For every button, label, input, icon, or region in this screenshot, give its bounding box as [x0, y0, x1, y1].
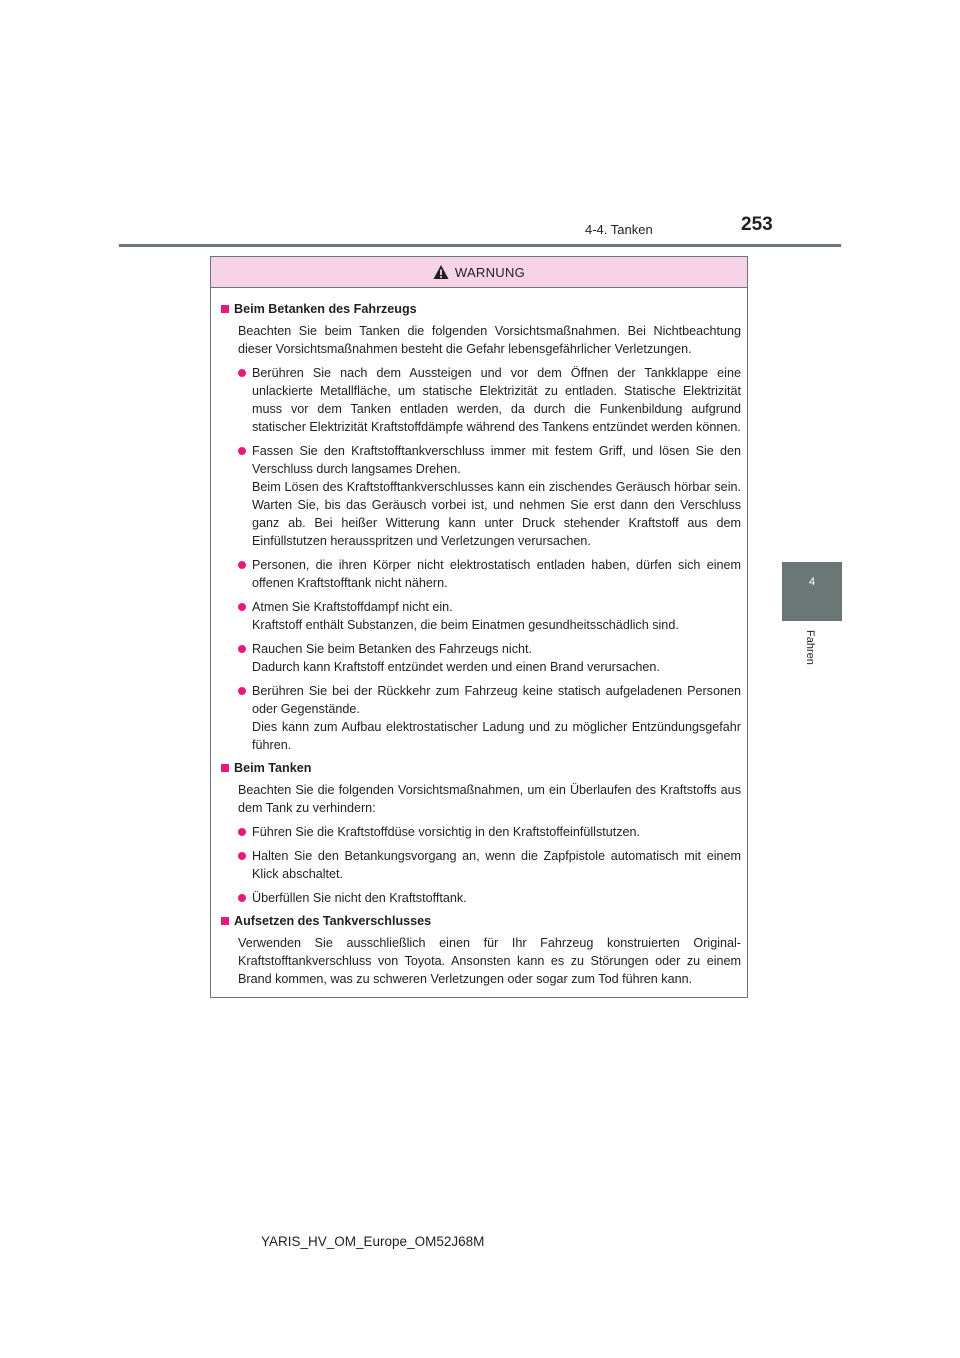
round-bullet-icon: [238, 369, 246, 377]
bullet-line: Dies kann zum Aufbau elektrostatischer Ladung und zu möglicher Entzündungsgefahr führen.: [252, 720, 741, 752]
section-text: Beachten Sie die folgenden Vorsichtsmaßnahmen, um ein Überlaufen des Kraftstoffs aus dem Tank zu verhindern:: [238, 783, 741, 815]
chapter-tab: [782, 562, 842, 621]
bullet-text: [252, 556, 741, 592]
warning-triangle-icon: [433, 264, 449, 280]
bullet-line: Dadurch kann Kraftstoff entzündet werden und einen Brand verursachen.: [252, 660, 660, 674]
square-bullet-icon: [221, 764, 229, 772]
warning-section-heading: [219, 759, 741, 777]
round-bullet-icon: [238, 603, 246, 611]
bullet-text: [252, 682, 741, 754]
warning-header: [211, 257, 747, 288]
bullet-text: [252, 847, 741, 883]
bullet-text: [252, 442, 741, 550]
bullet-item: [238, 847, 741, 883]
bullet-item: [238, 556, 741, 592]
bullet-item: [238, 598, 741, 634]
round-bullet-icon: [238, 828, 246, 836]
bullet-line: Halten Sie den Betankungsvorgang an, wenn die Zapfpistole automatisch mit einem Klick abschaltet.: [252, 849, 741, 881]
bullet-line: Berühren Sie bei der Rückkehr zum Fahrzeug keine statisch aufgeladenen Personen oder Gegenstände.: [252, 684, 741, 716]
bullet-item: [238, 640, 741, 676]
bullet-line: Kraftstoff enthält Substanzen, die beim Einatmen gesundheitsschädlich sind.: [252, 618, 679, 632]
section-text: Beachten Sie beim Tanken die folgenden Vorsichtsmaßnahmen. Bei Nichtbeachtung dieser Vorsichtsmaßnahmen besteht die Gefahr lebensgefährlicher Verletzungen.: [238, 324, 741, 356]
warning-section-heading: [219, 912, 741, 930]
warning-section-heading: [219, 300, 741, 318]
round-bullet-icon: [238, 894, 246, 902]
square-bullet-icon: [221, 305, 229, 313]
bullet-line: Überfüllen Sie nicht den Kraftstofftank.: [252, 891, 467, 905]
bullet-line: Atmen Sie Kraftstoffdampf nicht ein.: [252, 600, 453, 614]
bullet-text: [252, 823, 741, 841]
bullet-item: [238, 442, 741, 550]
bullet-line: Personen, die ihren Körper nicht elektrostatisch entladen haben, dürfen sich einem offenen Kraftstofftank nicht nähern.: [252, 558, 741, 590]
bullet-text: [252, 598, 741, 634]
square-bullet-icon: [221, 917, 229, 925]
section-title: Beim Tanken: [234, 761, 312, 775]
bullet-item: [238, 682, 741, 754]
section-text: Verwenden Sie ausschließlich einen für Ihr Fahrzeug konstruierten Original-Kraftstofftankverschluss von Toyota. Ansonsten kann es zu Störungen oder zu einem Brand kommen, was zu schweren Verletzungen oder sogar zum Tod führen kann.: [238, 936, 741, 986]
chapter-label: Fahren: [804, 630, 816, 665]
bullet-line: Beim Lösen des Kraftstofftankverschlusses kann ein zischendes Geräusch hörbar sein. Warten Sie, bis das Geräusch vorbei ist, und nehmen Sie erst dann den Verschluss ganz ab. Bei heißer Witterung kann unter Druck stehender Kraftstoff aus dem Einfüllstutzen herausspritzen und Verletzungen verursachen.: [252, 480, 741, 548]
bullet-text: [252, 889, 741, 907]
round-bullet-icon: [238, 645, 246, 653]
header-rule: [119, 244, 841, 247]
bullet-item: [238, 823, 741, 841]
round-bullet-icon: [238, 687, 246, 695]
warning-body: [211, 288, 747, 988]
chapter-number: 4: [808, 576, 816, 588]
warning-box: [210, 256, 748, 998]
bullet-line: Führen Sie die Kraftstoffdüse vorsichtig in den Kraftstoffeinfüllstutzen.: [252, 825, 641, 839]
section-title: Beim Betanken des Fahrzeugs: [234, 302, 417, 316]
warning-title: WARNUNG: [454, 264, 526, 280]
section-header: 4-4. Tanken: [585, 222, 653, 237]
bullet-text: [252, 640, 741, 676]
page-number: 253: [741, 214, 773, 235]
round-bullet-icon: [238, 447, 246, 455]
bullet-item: [238, 889, 741, 907]
bullet-item: [238, 364, 741, 436]
document-id: YARIS_HV_OM_Europe_OM52J68M: [261, 1234, 485, 1249]
bullet-line: Fassen Sie den Kraftstofftankverschluss immer mit festem Griff, und lösen Sie den Verschluss durch langsames Drehen.: [252, 444, 741, 476]
section-title: Aufsetzen des Tankverschlusses: [234, 914, 432, 928]
round-bullet-icon: [238, 561, 246, 569]
bullet-line: Rauchen Sie beim Betanken des Fahrzeugs nicht.: [252, 642, 533, 656]
bullet-text: [252, 364, 741, 436]
bullet-line: Berühren Sie nach dem Aussteigen und vor dem Öffnen der Tankklappe eine unlackierte Metallfläche, um statische Elektrizität zu entladen. Statische Elektrizität muss vor dem Tanken entladen werden, da durch die Funkenbildung aufgrund statischer Elektrizität Kraftstoffdämpfe während des Tankens entzündet werden können.: [252, 366, 741, 434]
round-bullet-icon: [238, 852, 246, 860]
